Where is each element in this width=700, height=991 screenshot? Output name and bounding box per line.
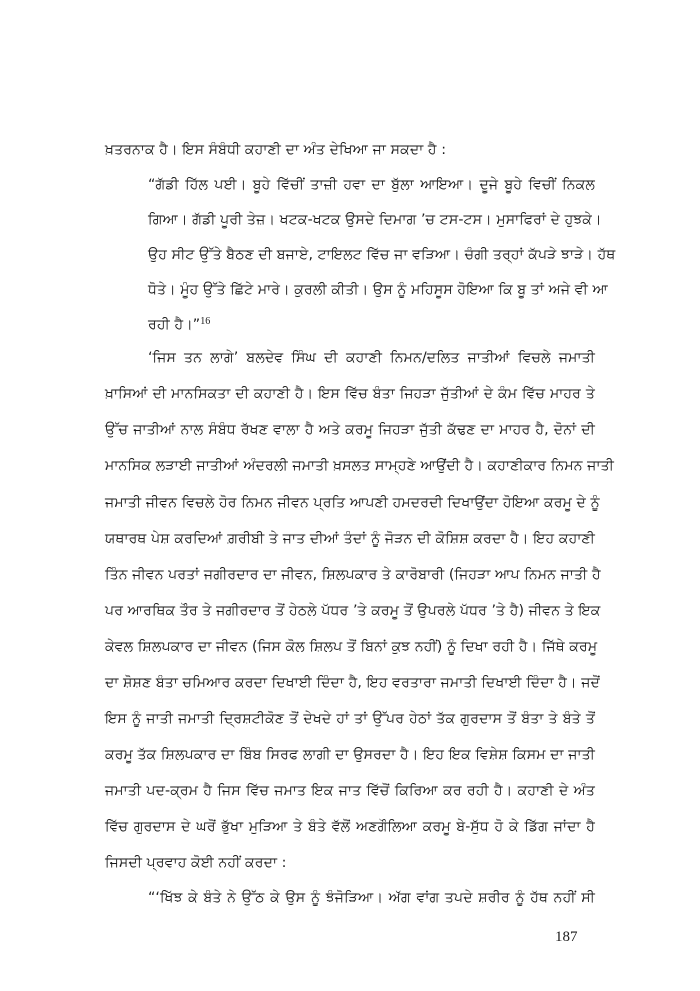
quote-line-last	[148, 315, 595, 335]
paragraph-line: ਯਥਾਰਥ ਪੇਸ਼ ਕਰਦਿਆਂ ਗ਼ਰੀਬੀ ਤੇ ਜਾਤ ਦੀਆਂ ਤੰਦਾਂ ਨੂੰ ਜੋੜਨ ਦੀ ਕੋਸ਼ਿਸ਼ ਕਰਦਾ ਹੈ। ਇਹ ਕਹਾਣੀ	[105, 531, 595, 547]
paragraph-line: ਵਿੱਚ ਗੁਰਦਾਸ ਦੇ ਘਰੋਂ ਭੁੱਖਾ ਮੁੜਿਆ ਤੇ ਬੰਤੇ ਵੱਲੋਂ ਅਣਗੌਲਿਆ ਕਰਮੂ ਬੇ-ਸੁੱਧ ਹੋ ਕੇ ਡਿੱਗ ਜਾਂਦਾ ਹੈ	[105, 819, 595, 835]
quote-line: ਗਿਆ। ਗੱਡੀ ਪੂਰੀ ਤੇਜ਼। ਖਟਕ-ਖਟਕ ਉਸਦੇ ਦਿਮਾਗ ’ਚ ਟਸ-ਟਸ। ਮੁਸਾਫਿਰਾਂ ਦੇ ਹੁਝਕੇ।	[148, 212, 602, 228]
quote-text: ਰਹੀ ਹੈ।”	[148, 317, 201, 333]
footnote-reference[interactable]: 16	[200, 316, 211, 327]
paragraph-line: ਦਾ ਸ਼ੋਸ਼ਣ ਬੰਤਾ ਚਮਿਆਰ ਕਰਦਾ ਦਿਖਾਈ ਦਿੰਦਾ ਹੈ, ਇਹ ਵਰਤਾਰਾ ਜਮਾਤੀ ਦਿਖਾਈ ਦਿੰਦਾ ਹੈ। ਜਦੋਂ	[105, 675, 600, 691]
paragraph-line: ਜਮਾਤੀ ਜੀਵਨ ਵਿਚਲੇ ਹੋਰ ਨਿਮਨ ਜੀਵਨ ਪ੍ਰਤਿ ਆਪਣੀ ਹਮਦਰਦੀ ਦਿਖਾਉਂਦਾ ਹੋਇਆ ਕਰਮੂ ਦੇ ਨੂੰ	[105, 495, 600, 511]
paragraph-line: ਤਿੰਨ ਜੀਵਨ ਪਰਤਾਂ ਜਗੀਰਦਾਰ ਦਾ ਜੀਵਨ, ਸ਼ਿਲਪਕਾਰ ਤੇ ਕਾਰੋਬਾਰੀ (ਜਿਹੜਾ ਆਪ ਨਿਮਨ ਜਾਤੀ ਹੈ	[105, 567, 601, 583]
quote-line: “‘ਖਿੱਝ ਕੇ ਬੰਤੇ ਨੇ ਉੱਠ ਕੇ ਉਸ ਨੂੰ ਝੰਜੋੜਿਆ। ਅੱਗ ਵਾਂਗ ਤਪਦੇ ਸ਼ਰੀਰ ਨੂੰ ਹੱਥ ਨਹੀਂ ਸੀ	[148, 890, 595, 906]
paragraph-line: ਜਮਾਤੀ ਪਦ-ਕ੍ਰਮ ਹੈ ਜਿਸ ਵਿੱਚ ਜਮਾਤ ਇਕ ਜਾਤ ਵਿੱਚੋਂ ਕਿਰਿਆ ਕਰ ਰਹੀ ਹੈ। ਕਹਾਣੀ ਦੇ ਅੰਤ	[105, 783, 595, 799]
paragraph-line: ਮਾਨਸਿਕ ਲੜਾਈ ਜਾਤੀਆਂ ਅੰਦਰਲੀ ਜਮਾਤੀ ਖ਼ਸਲਤ ਸਾਮ੍ਹਣੇ ਆਉਂਦੀ ਹੈ। ਕਹਾਣੀਕਾਰ ਨਿਮਨ ਜਾਤੀ	[105, 458, 614, 474]
paragraph-line: ਕੇਵਲ ਸ਼ਿਲਪਕਾਰ ਦਾ ਜੀਵਨ (ਜਿਸ ਕੋਲ ਸ਼ਿਲਪ ਤੋਂ ਬਿਨਾਂ ਕੁਝ ਨਹੀਂ) ਨੂੰ ਦਿਖਾ ਰਹੀ ਹੈ। ਜਿੱਥੇ ਕਰਮੂ	[105, 639, 598, 655]
page-number: 187	[555, 929, 578, 945]
intro-line: ਖ਼ਤਰਨਾਕ ਹੈ। ਇਸ ਸੰਬੰਧੀ ਕਹਾਣੀ ਦਾ ਅੰਤ ਦੇਖਿਆ ਜਾ ਸਕਦਾ ਹੈ :	[105, 142, 447, 158]
paragraph-line: ਉੱਚ ਜਾਤੀਆਂ ਨਾਲ ਸੰਬੰਧ ਰੱਖਣ ਵਾਲਾ ਹੈ ਅਤੇ ਕਰਮੂ ਜਿਹੜਾ ਜੁੱਤੀ ਕੱਢਣ ਦਾ ਮਾਹਰ ਹੈ, ਦੋਨਾਂ ਦੀ	[105, 422, 595, 438]
quote-line: ਉਹ ਸੀਟ ਉੱਤੇ ਬੈਠਣ ਦੀ ਬਜਾਏ, ਟਾਇਲਟ ਵਿੱਚ ਜਾ ਵੜਿਆ। ਚੰਗੀ ਤਰ੍ਹਾਂ ਕੱਪੜੇ ਝਾੜੇ। ਹੱਥ	[148, 247, 616, 263]
paragraph-line: ‘ਜਿਸ ਤਨ ਲਾਗੇ’ ਬਲਦੇਵ ਸਿੰਘ ਦੀ ਕਹਾਣੀ ਨਿਮਨ/ਦਲਿਤ ਜਾਤੀਆਂ ਵਿਚਲੇ ਜਮਾਤੀ	[148, 350, 595, 366]
paragraph-line: ਕਰਮੂ ਤੱਕ ਸ਼ਿਲਪਕਾਰ ਦਾ ਬਿੰਬ ਸਿਰਫ ਲਾਗੀ ਦਾ ਉਸਰਦਾ ਹੈ। ਇਹ ਇਕ ਵਿਸ਼ੇਸ਼ ਕਿਸਮ ਦਾ ਜਾਤੀ	[105, 747, 595, 763]
paragraph-line: ਖ਼ਾਸਿਆਂ ਦੀ ਮਾਨਸਿਕਤਾ ਦੀ ਕਹਾਣੀ ਹੈ। ਇਸ ਵਿੱਚ ਬੰਤਾ ਜਿਹੜਾ ਜੁੱਤੀਆਂ ਦੇ ਕੰਮ ਵਿੱਚ ਮਾਹਰ ਤੇ	[105, 386, 595, 402]
paragraph-line: ਇਸ ਨੂੰ ਜਾਤੀ ਜਮਾਤੀ ਦ੍ਰਿਸ਼ਟੀਕੋਣ ਤੋਂ ਦੇਖਦੇ ਹਾਂ ਤਾਂ ਉੱਪਰ ਹੇਠਾਂ ਤੱਕ ਗੁਰਦਾਸ ਤੋਂ ਬੰਤਾ ਤੇ ਬੰਤੇ ਤੋਂ	[105, 711, 595, 727]
quote-line: “ਗੱਡੀ ਹਿੱਲ ਪਈ। ਬੂਹੇ ਵਿੱਚੀਂ ਤਾਜ਼ੀ ਹਵਾ ਦਾ ਬੁੱਲਾ ਆਇਆ। ਦੂਜੇ ਬੂਹੇ ਵਿਚੀਂ ਨਿਕਲ	[148, 177, 595, 193]
paragraph-line: ਪਰ ਆਰਥਿਕ ਤੌਰ ਤੇ ਜਗੀਰਦਾਰ ਤੋਂ ਹੇਠਲੇ ਪੱਧਰ ’ਤੇ ਕਰਮੂ ਤੋਂ ਉਪਰਲੇ ਪੱਧਰ ’ਤੇ ਹੈ) ਜੀਵਨ ਤੇ ਇਕ	[105, 603, 601, 619]
quote-line: ਧੋਤੇ। ਮੂੰਹ ਉੱਤੇ ਛਿੱਟੇ ਮਾਰੇ। ਕੁਰਲੀ ਕੀਤੀ। ਉਸ ਨੂੰ ਮਹਿਸੂਸ ਹੋਇਆ ਕਿ ਬੂ ਤਾਂ ਅਜੇ ਵੀ ਆ	[148, 282, 608, 298]
paragraph-line: ਜਿਸਦੀ ਪ੍ਰਵਾਹ ਕੋਈ ਨਹੀਂ ਕਰਦਾ :	[105, 855, 287, 871]
